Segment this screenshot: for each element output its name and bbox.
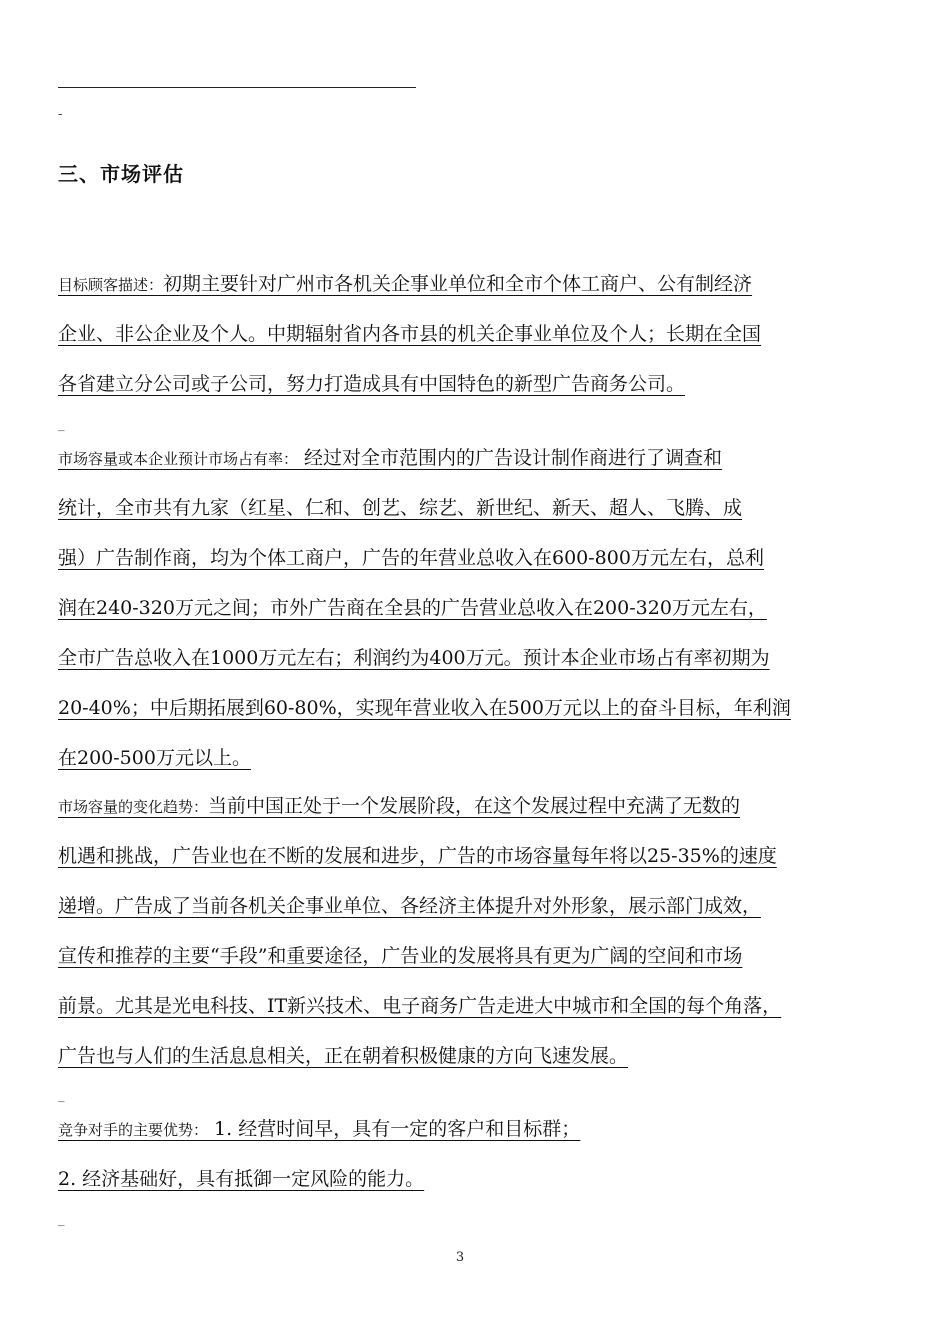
paragraph-label: 市场容量的变化趋势：	[58, 798, 209, 816]
paragraph-line: 递增。广告成了当前各机关企事业单位、各经济主体提升对外形象，展示部门成效，	[58, 895, 762, 917]
paragraph-line: 全市广告总收入在1000万元左右；利润约为400万元。预计本企业市场占有率初期为	[58, 647, 770, 669]
paragraph-line: 统计，全市共有九家（红星、仁和、创艺、综艺、新世纪、新天、超人、飞腾、成	[58, 497, 743, 519]
paragraph-line: 竞争对手的主要优势： 1. 经营时间早，具有一定的客户和目标群；	[58, 1118, 581, 1140]
header-rule	[58, 87, 416, 88]
paragraph-line: 机遇和挑战，广告业也在不断的发展和进步，广告的市场容量每年将以25-35%的速度	[58, 845, 777, 867]
market-trend-paragraph	[58, 781, 918, 1081]
target-customer-paragraph	[58, 259, 918, 409]
paragraph-line: 20-40%；中后期拓展到60-80%，实现年营业收入在500万元以上的奋斗目标，年利润	[58, 697, 791, 719]
paragraph-label: 市场容量或本企业预计市场占有率：	[58, 450, 299, 468]
competitor-advantages-paragraph	[58, 1104, 918, 1204]
paragraph-line: 企业、非公企业及个人。中期辐射省内各市县的机关企事业单位及个人；长期在全国	[58, 323, 762, 345]
dash-mark: _	[58, 1212, 65, 1227]
dash-mark: _	[58, 417, 65, 432]
dash-mark: _	[58, 1088, 65, 1103]
paragraph-label: 竞争对手的主要优势：	[58, 1121, 209, 1139]
market-share-paragraph	[58, 433, 918, 783]
paragraph-label: 目标顾客描述：	[58, 276, 164, 294]
section-heading: 三、市场评估	[58, 162, 184, 186]
paragraph-line: 宣传和推荐的主要“手段”和重要途径，广告业的发展将具有更为广阔的空间和市场	[58, 945, 743, 967]
paragraph-line: 广告也与人们的生活息息相关，正在朝着积极健康的方向飞速发展。	[58, 1045, 629, 1067]
paragraph-line: 2. 经济基础好，具有抵御一定风险的能力。	[58, 1168, 425, 1190]
paragraph-line: 润在240-320万元之间；市外广告商在全县的广告营业总收入在200-320万元左右，	[58, 597, 767, 619]
paragraph-line: 各省建立分公司或子公司，努力打造成具有中国特色的新型广告商务公司。	[58, 373, 686, 395]
paragraph-line: 强）广告制作商，均为个体工商户，广告的年营业总收入在600-800万元左右，总利	[58, 547, 764, 569]
dash-mark: -	[58, 107, 63, 122]
paragraph-line: 目标顾客描述：初期主要针对广州市各机关企事业单位和全市个体工商户、公有制经济	[58, 273, 753, 295]
paragraph-line: 市场容量或本企业预计市场占有率： 经过对全市范围内的广告设计制作商进行了调查和	[58, 447, 723, 469]
paragraph-line: 前景。尤其是光电科技、IT新兴技术、电子商务广告走进大中城市和全国的每个角落，	[58, 995, 782, 1017]
paragraph-line: 在200-500万元以上。	[58, 747, 251, 769]
paragraph-line: 市场容量的变化趋势：当前中国正处于一个发展阶段，在这个发展过程中充满了无数的	[58, 795, 741, 817]
page-number: 3	[455, 1250, 465, 1265]
